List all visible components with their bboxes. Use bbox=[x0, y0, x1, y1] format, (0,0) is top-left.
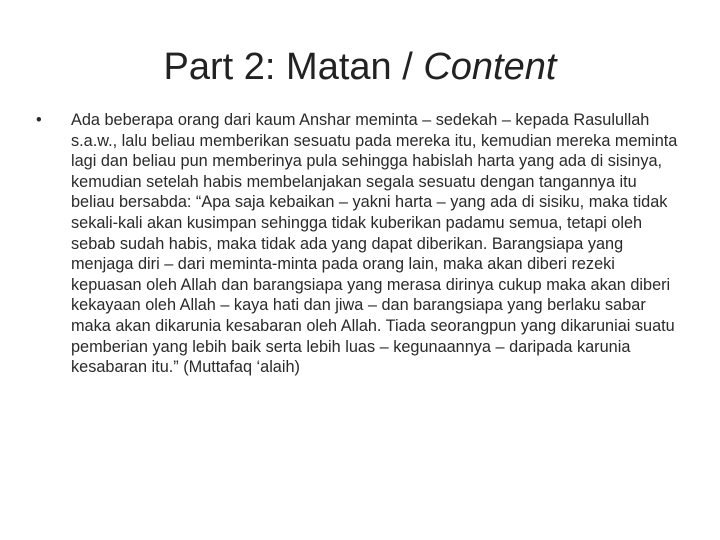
slide-title bbox=[0, 44, 720, 90]
bullet-text: Ada beberapa orang dari kaum Anshar meminta – sedekah – kepada Rasulullah s.a.w., lalu beliau memberikan sesuatu pada mereka itu, kemudian mereka meminta lagi dan beliau pun memberinya pula sehingga habislah harta yang ada di sisinya, kemudian setelah habis membelanjakan segala sesuatu dengan tangannya itu beliau bersabda: “Apa saja kebaikan – yakni harta – yang ada di sisiku, maka tidak sekali-kali akan kusimpan sehingga tidak kuberikan padamu semua, tetapi oleh sebab sudah habis, maka tidak ada yang dapat diberikan. Barangsiapa yang menjaga diri – dari meminta-minta pada orang lain, maka akan diberi rezeki kepuasan oleh Allah dan barangsiapa yang merasa dirinya cukup maka akan diberi kekayaan oleh Allah – kaya hati dan jiwa – dan barangsiapa yang berlaku sabar maka akan dikarunia kesabaran oleh Allah. Tiada seorangpun yang dikaruniai suatu pemberian yang lebih baik serta lebih luas – kegunaannya – daripada karunia kesabaran itu.” (Muttafaq ‘alaih) bbox=[71, 111, 678, 377]
bullet-icon: • bbox=[36, 111, 42, 129]
slide-title-italic: Content bbox=[423, 46, 557, 88]
bullet-item bbox=[36, 110, 684, 378]
slide-content bbox=[36, 110, 684, 378]
slide-title-main: Part 2: Matan / bbox=[163, 46, 424, 88]
